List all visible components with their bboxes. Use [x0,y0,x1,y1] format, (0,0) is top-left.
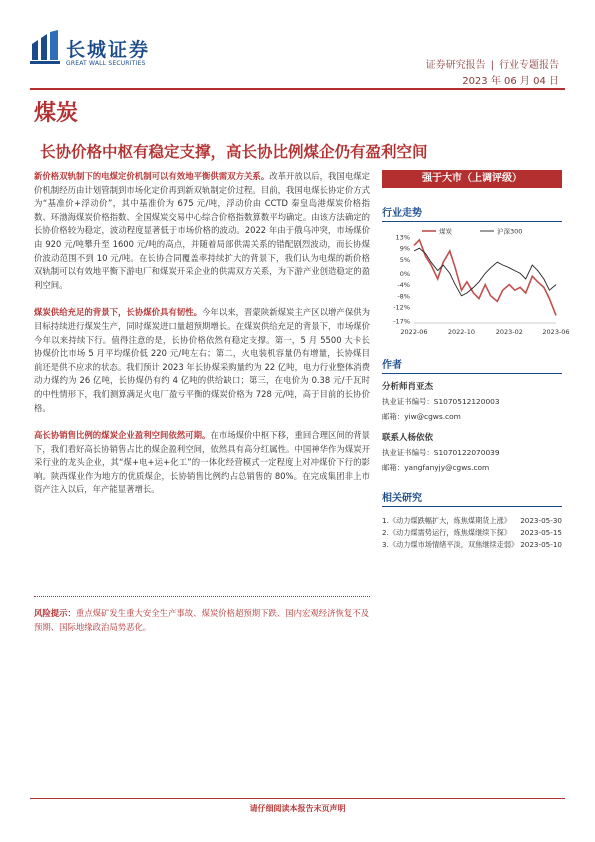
risk-divider [34,596,370,597]
risk-lead: 风险提示： [34,608,76,618]
analyst-cert: S1070512120003 [433,397,500,406]
analyst-email-line [382,412,562,422]
company-logo [24,30,164,74]
paragraph-1 [34,170,370,292]
related-report-title: 1.《动力煤跌幅扩大，炼焦煤期货上涨》 [382,516,512,525]
legend-label: 沪深300 [497,227,523,236]
y-tick-label: 0% [399,269,410,278]
y-tick-label: -17% [393,317,410,326]
sector-heading: 煤炭 [34,101,79,126]
logo-text-en: GREAT WALL SECURITIES [66,60,146,67]
report-date: 2023 年 06 月 04 日 [462,76,559,87]
rating-badge: 强于大市（上调评级） [382,170,562,188]
risk-warning [34,606,370,634]
report-subtype: 行业专题报告 [499,60,559,71]
series-line-1 [414,240,556,316]
related-report-title: 3.《动力煤市场情绪平淡，双焦继续走弱》 [382,540,519,549]
report-type: 证券研究报告 [425,60,486,71]
trend-chart-svg [382,225,570,340]
x-tick-label: 2023-02 [495,328,523,336]
contact-email-line [382,463,562,473]
legend-label: 煤炭 [439,227,452,236]
y-tick-label: -8% [397,292,410,301]
related-report-title: 2.《动力煤需势运行，炼焦煤继续下探》 [382,528,512,537]
y-tick-label: -4% [397,281,410,290]
x-tick-label: 2023-06 [542,328,570,336]
x-tick-label: 2022-06 [400,328,428,336]
great-wall-logo-icon [30,30,60,64]
related-report-item[interactable] [382,539,562,551]
contact-heading [382,431,562,443]
analyst-email[interactable]: yiw@cgws.com [404,412,461,421]
related-report-date: 2023-05-15 [520,528,562,537]
series-line-2 [414,248,556,296]
report-title: 长协价格中枢有稳定支撑，高长协比例煤企仍有盈利空间 [40,143,428,161]
main-body [34,170,370,511]
trend-section-title: 行业走势 [382,204,562,222]
related-report-date: 2023-05-30 [520,516,562,525]
related-report-item[interactable] [382,515,562,527]
sidebar [382,170,570,551]
contact-cert: S1070122070039 [433,448,500,457]
paragraph-3-body: 在市场煤价中枢下移，重回合理区间的背景下，我们看好高长协销售占比的煤企盈利空间，依然具有高分红属性。中国神华作为煤炭开采行业的龙头企业，其“煤+电+运+化工”的一体化经营模式一定程度上对冲煤价下行的影响。陕西煤业作为地方的优质煤企，长协销售比例约占总销售的 80%。在完成集团非上市资产注入以后，年产能显著增长。 [34,430,371,495]
paragraph-2 [34,306,370,415]
trend-chart [382,225,570,340]
contact-cert-line [382,448,562,458]
contact-email[interactable]: yangfanyjy@cgws.com [404,463,490,472]
paragraph-1-lead: 新价格双轨制下的电煤定价机制可以有效地平衡供需双方关系。 [34,171,270,181]
footer-divider [30,798,565,799]
contact-email-label: 邮箱： [382,463,405,472]
report-type-line [426,56,559,71]
analyst-heading [382,380,562,392]
y-tick-label: -12% [393,303,410,312]
analyst-name: 肖亚杰 [407,382,434,392]
footer-disclaimer: 请仔细阅读本报告末页声明 [249,804,346,813]
paragraph-2-body: 今年以来，晋蒙陕新煤炭主产区以增产保供为目标持续进行煤炭生产，同时煤炭进口量超预期增长。在煤炭供给充足的背景下，市场煤价今年以来持续下行。值得注意的是，长协价格依然有稳定支撑。第一，5 月 5500 大卡长协煤价比市场 5 月平均煤价低 220 元/吨左右；第二，火电装机容量仍有增量，长协煤目前还是供不应求的状态。我们预计 2023 年长协煤采购量约为 22 亿吨，电力行业整体消费动力煤约为 26 亿吨，长协煤仍有约 4 亿吨的供给缺口；第三，在电价为 0.38 元/千瓦时的中性情形下，我们测算满足火电厂盈亏平衡的煤炭价格为 728 元/吨，高于目前的长协价格。 [34,307,371,413]
risk-body: 重点煤矿发生重大安全生产事故、煤炭价格超预期下跌、国内宏观经济恢复不及预期、国际地缘政治局势恶化。 [34,608,369,632]
paragraph-3 [34,429,370,497]
paragraph-1-body: 改革开放以后，我国电煤定价机制经历由计划管制到市场化定价再到新双轨制定价过程。目前，我国电煤长协定价方式为“基准价+浮动价”，其中基准价为 675 元/吨，浮动价由 CCTD 秦皇岛港煤炭价格指数、环渤海煤炭价格指数、全国煤炭交易中心综合价格指数算数平均确定。由该方法确定的长协价格较为稳定，波动程度显著低于市场价格的波动。2022 年由于俄乌冲突，市场煤价由 920 元/吨攀升至 1600 元/吨的高点，并随着局部供需关系的错配剧烈波动，而长协煤价波动范围不到 10 元/吨。在长协合同覆盖率持续扩大的背景下，我们认为电煤的新价格双轨制可以有效地平衡下游电厂和煤炭开采企业的供需双方关系，为下游产业创造稳定的盈利空间。 [34,171,371,290]
x-tick-label: 2022-10 [447,328,476,336]
related-report-item[interactable] [382,527,562,539]
contact-name: 杨依依 [407,433,434,443]
contact-cert-label: 执业证书编号： [382,448,434,457]
authors-section-title: 作者 [382,356,562,374]
logo-text-cn: 长城证券 [66,39,151,61]
y-tick-label: 13% [395,233,410,242]
y-tick-label: 5% [399,255,410,264]
contact-role: 联系人 [382,433,408,443]
related-section-title: 相关研究 [382,489,562,507]
analyst-cert-label: 执业证书编号： [382,397,434,406]
analyst-role: 分析师 [382,382,408,392]
y-tick-label: 9% [399,244,410,253]
related-reports-list [382,515,562,551]
analyst-email-label: 邮箱： [382,412,405,421]
paragraph-2-lead: 煤炭供给充足的背景下，长协煤价具有韧性。 [34,307,203,318]
header-separator: | [490,60,494,71]
paragraph-3-lead: 高长协销售比例的煤炭企业盈利空间依然可期。 [34,430,211,441]
header-divider [30,88,565,90]
analyst-cert-line [382,397,562,407]
related-report-date: 2023-05-10 [520,540,562,549]
